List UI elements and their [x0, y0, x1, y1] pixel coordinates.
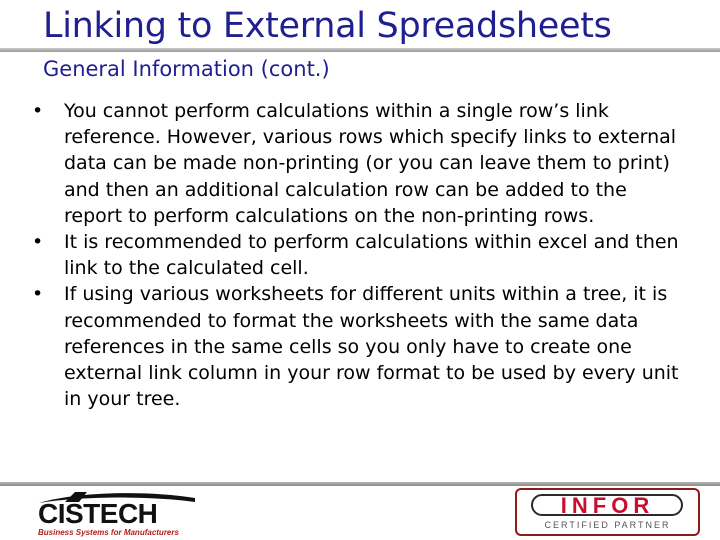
bullet-icon: • [32, 283, 44, 306]
cistech-logo [35, 490, 200, 536]
bullet-text: It is recommended to perform calculations within excel and then link to the calculated cell. [64, 231, 679, 280]
cistech-wordmark: CISTECH [38, 498, 158, 529]
infor-partner-logo [515, 488, 700, 536]
bullet-icon: • [32, 231, 44, 254]
cistech-tagline: Business Systems for Manufacturers [38, 528, 179, 537]
footer-divider [0, 482, 720, 486]
bullet-item [30, 98, 685, 229]
bullet-text: You cannot perform calculations within a single row’s link reference. However, various rows which specify links to external data can be made non-printing (or you can leave them to print) and then an additional calculation row can be added to the report to perform calculations on the non-printing rows. [64, 100, 677, 227]
bullet-list [30, 98, 685, 412]
slide-title: Linking to External Spreadsheets [43, 6, 612, 46]
slide-subtitle: General Information (cont.) [43, 57, 330, 81]
certified-partner-label: CERTIFIED PARTNER [544, 520, 671, 530]
bullet-icon: • [32, 100, 44, 122]
bullet-item [30, 281, 685, 412]
bullet-item [30, 229, 685, 281]
bullet-text: If using various worksheets for different units within a tree, it is recommended to format the worksheets with the same data references in the same cells so you only have to create one external link column in your row format to be used by every unit in your tree. [64, 283, 679, 411]
infor-wordmark: INFOR [560, 493, 655, 518]
title-divider [0, 48, 720, 52]
